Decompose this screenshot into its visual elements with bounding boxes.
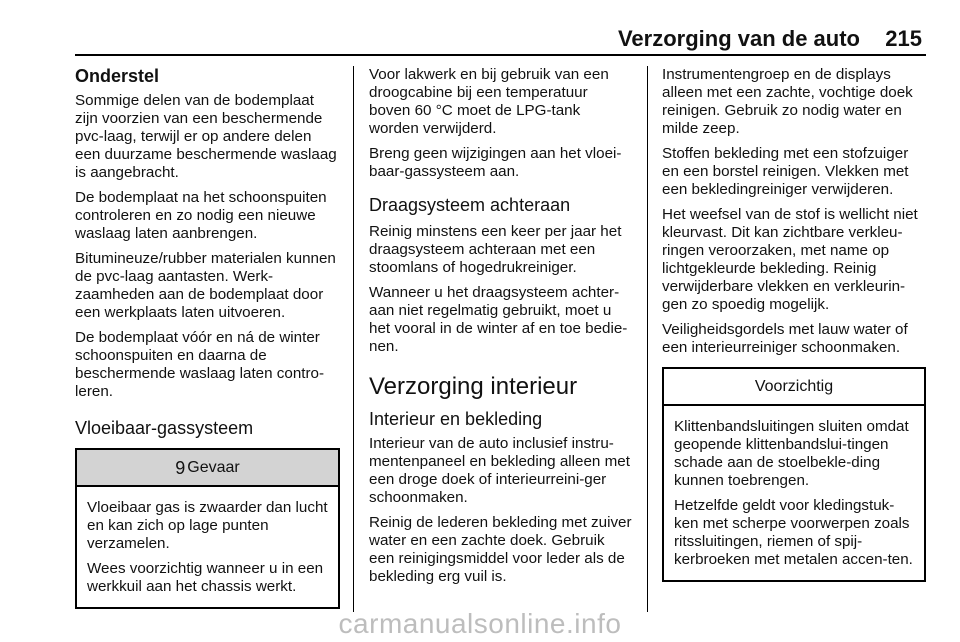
paragraph: Veiligheidsgordels met lauw water of een interieurreiniger schoonmaken. — [662, 321, 908, 356]
header-rule — [75, 54, 926, 56]
paragraph: Instrumentengroep en de displays alleen met een zachte, vochtige doek reinigen. Gebruik zo nodig water en milde zeep. — [662, 66, 913, 137]
paragraph: Interieur van de auto inclusief instru-mentenpaneel en bekleding alleen met een droge doek of interieurreini-ger schoonmaken. — [369, 435, 630, 506]
paragraph: Sommige delen van de bodemplaat zijn voorzien van een beschermende pvc-laag, terwijl er op andere delen een duurzame beschermende waslaag is aangebracht. — [75, 92, 337, 181]
paragraph: De bodemplaat vóór en ná de winter schoonspuiten en daarna de beschermende waslaag laten contro-leren. — [75, 329, 325, 400]
column-3 — [662, 66, 926, 582]
heading-onderstel: Onderstel — [75, 66, 160, 86]
warning-box — [75, 448, 340, 609]
paragraph: Breng geen wijzigingen aan het vloei-baar-gassysteem aan. — [369, 145, 622, 180]
caution-paragraph: Hetzelfde geldt voor kledingstuk-ken met scherpe voorwerpen zoals ritssluitingen, riemen of spij-kerbroeken met metalen accen-ten. — [674, 497, 913, 568]
header-title: Verzorging van de auto — [617, 26, 860, 51]
caution-box-body — [664, 406, 924, 580]
heading-interieur-bekleding: Interieur en bekleding — [369, 409, 543, 429]
paragraph: Bitumineuze/rubber materialen kunnen de pvc-laag aantasten. Werk-zaamheden aan de bodemplaat door een werkplaats laten uitvoeren. — [75, 250, 336, 321]
paragraph: Reinig de lederen bekleding met zuiver water en een zachte doek. Gebruik een reinigingsmiddel voor leder als de bekleding erg vuil is. — [369, 514, 632, 585]
caution-box-header — [664, 369, 924, 406]
column-2 — [369, 66, 633, 593]
paragraph: De bodemplaat na het schoonspuiten controleren en zo nodig een nieuwe waslaag laten aanbrengen. — [75, 189, 327, 242]
caution-title: Voorzichtig — [754, 377, 834, 395]
heading-vloeibaar-gassysteem: Vloeibaar-gassysteem — [75, 418, 254, 438]
page-number: 215 — [885, 26, 922, 51]
warning-box-header — [77, 450, 338, 487]
caution-paragraph: Klittenbandsluitingen sluiten omdat geopende klittenbandslui-tingen schade aan de stoelbekle-ding kunnen toebrengen. — [674, 418, 909, 489]
warning-title: Gevaar — [187, 458, 240, 476]
paragraph: Stoffen bekleding met een stofzuiger en een borstel reinigen. Vlekken met een bekledingreiniger verwijderen. — [662, 145, 909, 198]
warning-icon: 9 — [175, 457, 186, 478]
paragraph: Wanneer u het draagsysteem achter-aan niet regelmatig gebruikt, moet u het vooral in de winter af en toe bedie-nen. — [369, 284, 628, 355]
paragraph: Het weefsel van de stof is wellicht niet kleurvast. Dit kan zichtbare verkleu-ringen veroorzaken, met name op lichtgekleurde bekleding. Reinig verwijderbare vlekken en verkleurin-gen zo spoedig mogelijk. — [662, 206, 918, 313]
watermark: carmanualsonline.info — [338, 608, 622, 639]
warning-paragraph: Wees voorzichtig wanneer u in een werkkuil aan het chassis werkt. — [87, 560, 324, 595]
section-title-verzorging-interieur: Verzorging interieur — [369, 373, 578, 400]
column-divider-2 — [647, 66, 648, 612]
warning-paragraph: Vloeibaar gas is zwaarder dan lucht en kan zich op lage punten verzamelen. — [87, 499, 328, 552]
paragraph: Reinig minstens een keer per jaar het draagsysteem achteraan met een stoomlans of hogedrukreiniger. — [369, 223, 622, 276]
column-1 — [75, 66, 340, 609]
paragraph: Voor lakwerk en bij gebruik van een droogcabine bij een temperatuur boven 60 °C moet de LPG-tank worden verwijderd. — [369, 66, 609, 137]
heading-draagsysteem: Draagsysteem achteraan — [369, 195, 571, 215]
warning-box-body — [77, 487, 338, 607]
column-divider-1 — [353, 66, 354, 612]
caution-box — [662, 367, 926, 582]
